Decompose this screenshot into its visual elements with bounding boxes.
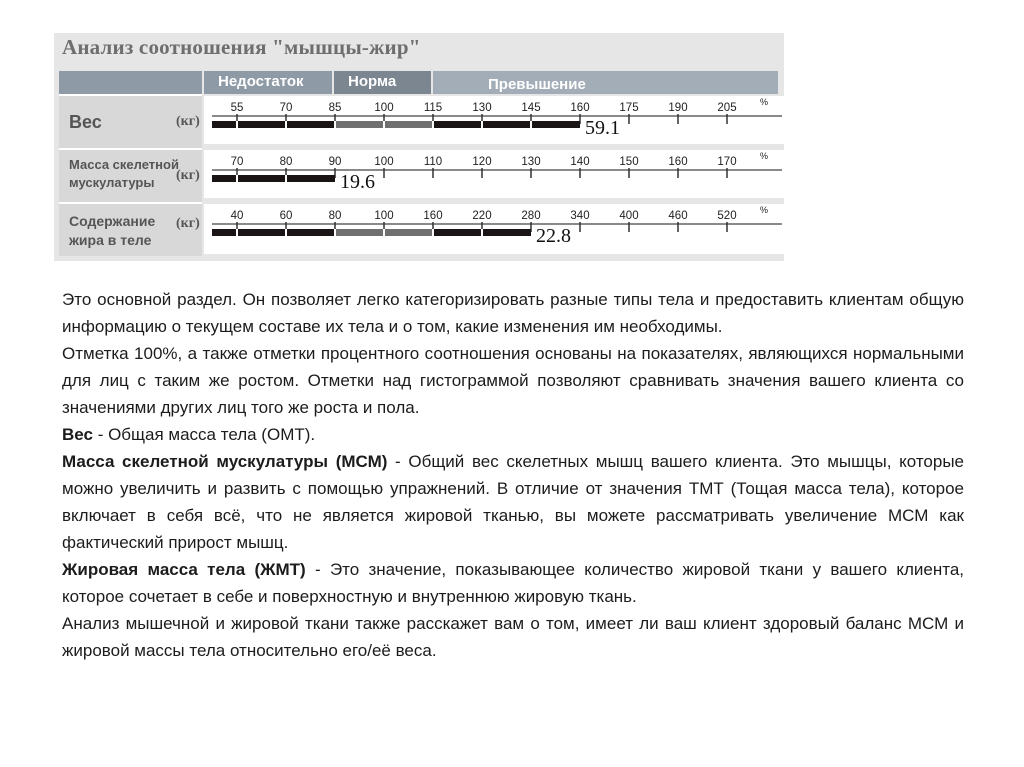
tick-label: 460	[668, 210, 688, 222]
def-weight: - Общая масса тела (ОМТ).	[92, 425, 316, 444]
tick-label: 160	[423, 210, 443, 222]
value-label: 59.1	[585, 117, 620, 139]
tick-label: 175	[619, 102, 639, 114]
tick-label: 80	[279, 156, 293, 168]
paragraph-intro: Это основной раздел. Он позволяет легко категоризировать разные типы тела и предоставить клиентам общую информацию о текущем составе их тела и о том, какие изменения им необходимы.	[62, 290, 964, 336]
tick-label: 55	[230, 102, 244, 114]
tick-label: 170	[717, 156, 737, 168]
tick-label: 190	[668, 102, 688, 114]
tick-label: 140	[570, 156, 590, 168]
def-muscle: - Общий вес скелетных мышц вашего клиента. Это мышцы, которые можно увеличить и развить с помощью упражнений. В отличие от значения ТМТ (Тощая масса тела), которое включает в себя всё, что не является жировой тканью, вы можете рассматривать увеличение МСМ как фактический прирост мышц.	[62, 452, 964, 552]
tick-label: 220	[472, 210, 492, 222]
row-name-muscle-line1: Масса скелетной	[69, 157, 179, 172]
tick-label: 100	[374, 156, 394, 168]
tick-label: 80	[328, 210, 342, 222]
tick-label: 60	[279, 210, 293, 222]
row-unit-weight: (кг)	[176, 114, 200, 129]
muscle-scale	[204, 150, 784, 198]
row-name-fat-line1: Содержание	[69, 213, 156, 229]
value-bar-excess	[433, 121, 580, 128]
value-bar-deficit	[212, 229, 335, 236]
row-label-muscle	[59, 148, 202, 202]
row-name-weight-line1: Вес	[69, 112, 102, 132]
tick-label: 130	[521, 156, 541, 168]
tick-label: 130	[472, 102, 492, 114]
zone-deficit-label: Недостаток	[218, 73, 304, 90]
value-bar-deficit	[212, 121, 335, 128]
tick-label: 205	[717, 102, 737, 114]
row-area-weight	[204, 96, 784, 144]
fat-scale	[204, 204, 784, 254]
tick-label: 280	[521, 210, 541, 222]
chart-panel	[54, 33, 784, 261]
term-fat: Жировая масса тела (ЖМТ)	[62, 560, 306, 579]
weight-scale	[204, 96, 784, 144]
tick-label: 120	[472, 156, 492, 168]
tick-label: 70	[279, 102, 293, 114]
percent-label: %	[759, 151, 769, 161]
row-name-fat-line2: жира в теле	[69, 232, 152, 248]
tick-label: 520	[717, 210, 737, 222]
tick-label: 160	[668, 156, 688, 168]
tick-label: 110	[423, 156, 443, 168]
paragraph-muscle	[62, 448, 964, 556]
tick-label: 150	[619, 156, 639, 168]
zone-excess-label: Превышение	[488, 76, 586, 93]
paragraph-weight	[62, 421, 964, 448]
value-label: 22.8	[536, 225, 571, 247]
row-unit-fat: (кг)	[176, 216, 200, 231]
tick-label: 100	[374, 210, 394, 222]
paragraph-marks: Отметка 100%, а также отметки процентного соотношения основаны на показателях, являющихся нормальными для лиц с таким же ростом. Отметки над гистограммой позволяют сравнивать значения вашего клиента со значениями других лиц того же роста и пола.	[62, 344, 964, 417]
value-bar-deficit	[212, 175, 335, 182]
tick-label: 115	[423, 102, 443, 114]
body-text	[62, 286, 964, 664]
zone-deficit	[204, 71, 332, 94]
tick-label: 40	[230, 210, 244, 222]
value-label: 19.6	[340, 171, 375, 193]
row-name-muscle	[69, 156, 179, 192]
term-muscle: Масса скелетной мускулатуры (МСМ)	[62, 452, 388, 471]
tick-label: 70	[230, 156, 244, 168]
row-label-weight	[59, 94, 202, 148]
row-label-fat	[59, 202, 202, 256]
row-area-muscle	[204, 150, 784, 198]
row-unit-muscle: (кг)	[176, 168, 200, 183]
tick-label: 85	[328, 102, 342, 114]
paragraph-fat	[62, 556, 964, 610]
paragraph-balance: Анализ мышечной и жировой ткани также расскажет вам о том, имеет ли ваш клиент здоровый баланс МСМ и жировой массы тела относительно его/её веса.	[62, 614, 964, 660]
row-name-fat	[69, 212, 155, 250]
def-fat: - Это значение, показывающее количество жировой ткани у вашего клиента, которое сочетает в себе и поверхностную и внутреннюю жировую ткань.	[62, 560, 964, 606]
row-name-muscle-line2: мускулатуры	[69, 175, 155, 190]
term-weight: Вес	[62, 425, 93, 444]
tick-label: 145	[521, 102, 541, 114]
tick-label: 100	[374, 102, 394, 114]
zone-norm-label: Норма	[348, 73, 397, 90]
percent-label: %	[759, 97, 769, 107]
zone-norm	[334, 71, 431, 94]
chart-title: Анализ соотношения "мышцы-жир"	[62, 35, 421, 59]
header-band-left	[59, 71, 202, 94]
tick-label: 340	[570, 210, 590, 222]
percent-label: %	[759, 205, 769, 215]
tick-label: 160	[570, 102, 590, 114]
tick-label: 90	[328, 156, 342, 168]
tick-label: 400	[619, 210, 639, 222]
zone-excess	[433, 71, 778, 94]
row-area-fat	[204, 204, 784, 254]
row-name-weight	[69, 112, 102, 133]
